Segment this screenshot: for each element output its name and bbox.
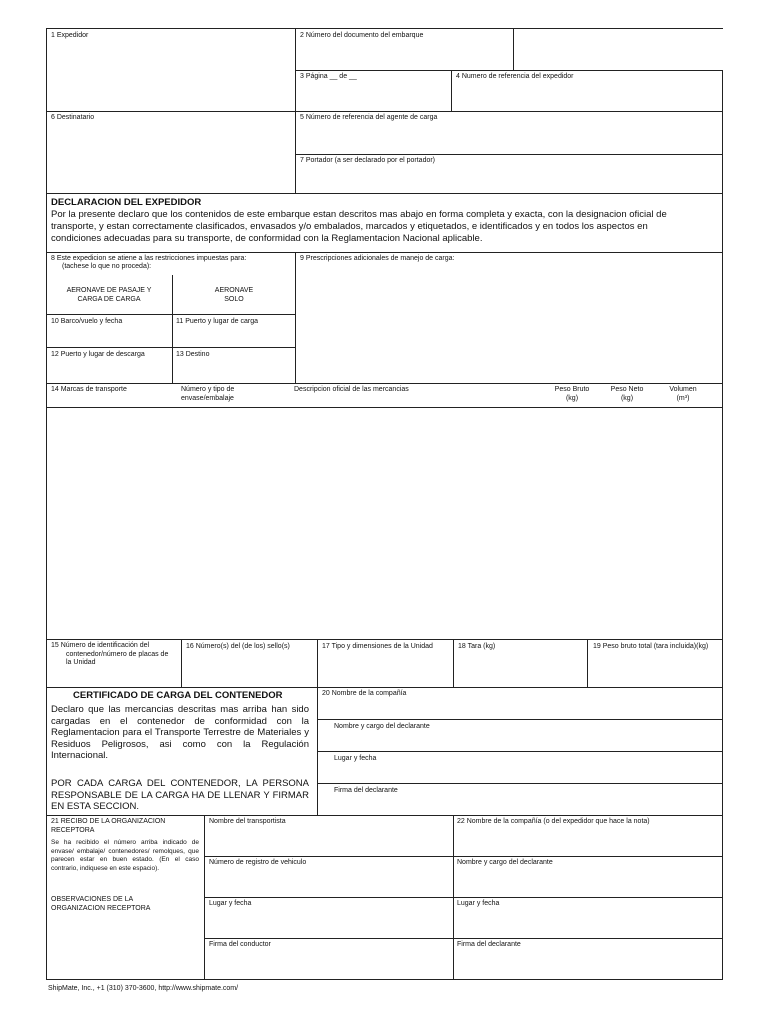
description-label: Descripcion oficial de las mercancias (294, 386, 409, 393)
cargo-aircraft-option[interactable]: AERONAVE SOLO (214, 287, 254, 303)
vehicle-registration-label: Número de registro de vehiculo (209, 859, 307, 866)
tare-label: 18 Tara (kg) (458, 643, 496, 650)
receiving-org-text: Se ha recibido el número arriba indicado de envase/ embalaje/ contenedores/ remolques, que parecen estar en buen estado. (En el caso contrario, indiquese en este espacio). (51, 839, 199, 872)
receiving-org-title: 21 RECIBO DE LA ORGANIZACION RECEPTORA (51, 818, 166, 834)
driver-signature-label: Firma del conductor (209, 941, 271, 948)
page-label: 3 Página __ de __ (300, 73, 357, 80)
expedidor-label: 1 Expedidor (51, 32, 89, 39)
carrier-place-date-label: Lugar y fecha (209, 900, 252, 907)
declaration-line-1: Por la presente declaro que los contenidos de este embarque estan descritos mas abajo en forma completa y exacta, con la designacion oficial de (51, 209, 667, 220)
document-number-label: 2 Número del documento del embarque (300, 32, 424, 39)
vessel-flight-label: 10 Barco/vuelo y fecha (51, 318, 123, 325)
company-name-label: 20 Nombre de la compañía (322, 690, 407, 697)
container-id-label: 15 Número de identificación del contenedor/número de placas de la Unidad (51, 642, 169, 666)
container-certificate-title: CERTIFICADO DE CARGA DEL CONTENEDOR (73, 690, 283, 701)
declaration-title: DECLARACION DEL EXPEDIDOR (51, 197, 202, 208)
carrier-name-label: Nombre del transportista (209, 818, 286, 825)
declarant-signature-label: Firma del declarante (334, 787, 398, 794)
declarant-signature-22-label: Firma del declarante (457, 941, 521, 948)
package-type-label: Número y tipo de envase/embalaje (181, 386, 235, 402)
unit-type-label: 17 Tipo y dimensiones de la Unidad (322, 643, 433, 650)
goods-entry-area[interactable] (47, 408, 722, 638)
declarant-name-label: Nombre y cargo del declarante (334, 723, 430, 730)
agent-reference-label: 5 Número de referencia del agente de carga (300, 114, 438, 121)
receiving-org-observations: OBSERVACIONES DE LA ORGANIZACION RECEPTORA (51, 896, 151, 912)
declaration-line-3: condiciones adecuadas para su transporte, de conformidad con la Reglamentacion Nacional aplicable. (51, 233, 483, 244)
volume-label: Volumen (m³) (669, 386, 697, 402)
place-date-label: Lugar y fecha (334, 755, 377, 762)
destination-label: 13 Destino (176, 351, 210, 358)
gross-weight-label: Peso Bruto (kg) (554, 386, 590, 402)
passenger-aircraft-option[interactable]: AERONAVE DE PASAJE Y CARGA DE CARGA (66, 287, 152, 303)
footer-credit: ShipMate, Inc., +1 (310) 370-3600, http://www.shipmate.com/ (48, 985, 239, 992)
destinatario-label: 6 Destinatario (51, 114, 95, 121)
handling-instructions-label: 9 Prescripciones adicionales de manejo de carga: (300, 255, 455, 262)
total-gross-weight-label: 19 Peso bruto total (tara incluida)(kg) (593, 643, 709, 650)
restrictions-note: (tachese lo que no proceda): (62, 263, 152, 270)
portador-label: 7 Portador (a ser declarado por el portador) (300, 157, 436, 164)
loading-port-label: 11 Puerto y lugar de carga (176, 318, 258, 325)
net-weight-label: Peso Neto (kg) (610, 386, 644, 402)
declaration-line-2: transporte, y estan correctamente clasificados, envasados y/o embalados, marcados y etiquetados, e identificados y en todos los aspectos en (51, 221, 648, 232)
company-22-label: 22 Nombre de la compañía (o del expedidor que hace la nota) (457, 818, 650, 825)
place-date-22-label: Lugar y fecha (457, 900, 500, 907)
seal-number-label: 16 Número(s) del (de los) sello(s) (186, 643, 290, 650)
restrictions-label: 8 Este expedicion se atiene a las restricciones impuestas para: (51, 255, 247, 262)
declarant-name-22-label: Nombre y cargo del declarante (457, 859, 553, 866)
discharge-port-label: 12 Puerto y lugar de descarga (51, 351, 145, 358)
container-certificate-notice: POR CADA CARGA DEL CONTENEDOR, LA PERSONA RESPONSABLE DE LA CARGA HA DE LLENAR Y FIRMAR EN ESTA SECCION. (51, 778, 309, 812)
container-certificate-text: Declaro que las mercancias descritas mas arriba han sido cargadas en el contenedor de conformidad con la Reglamentacion para el Transporte Terrestre de Materiales y Residuos Peligrosos, asi como con la Regulación Internacional. (51, 704, 309, 761)
shipper-reference-label: 4 Numero de referencia del expedidor (456, 73, 574, 80)
shipping-marks-label: 14 Marcas de transporte (51, 386, 127, 393)
